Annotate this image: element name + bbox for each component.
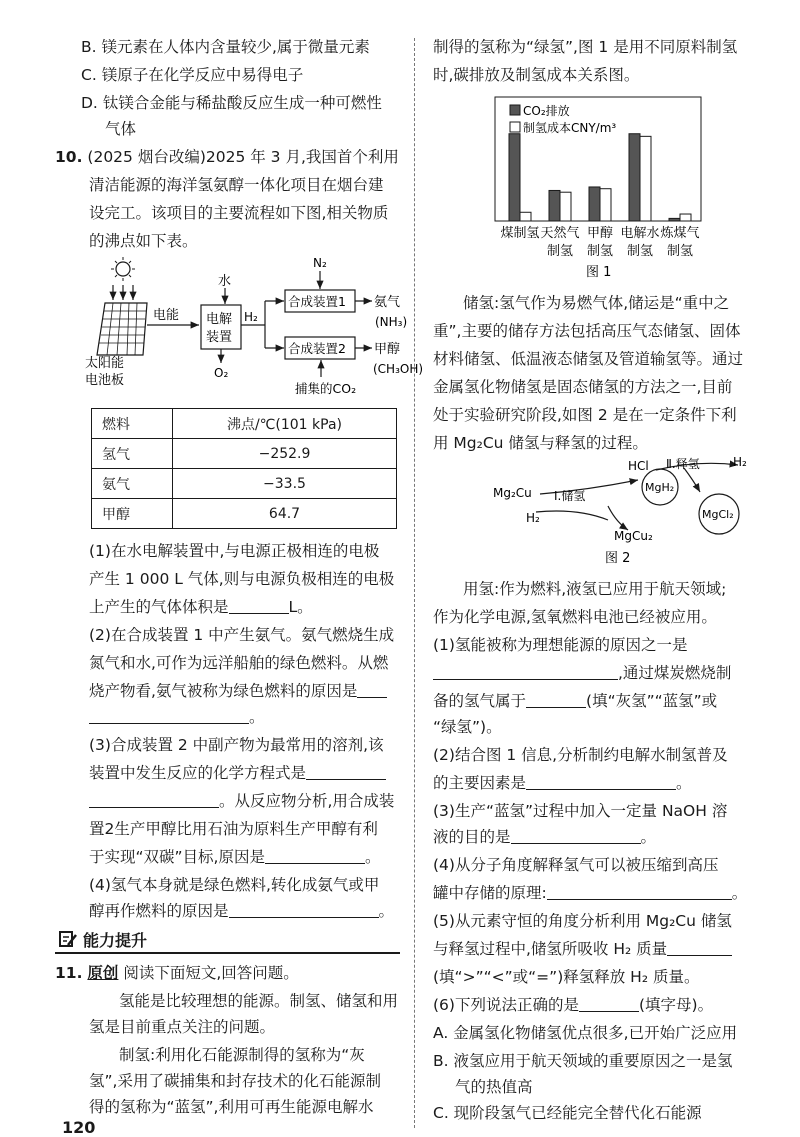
section-title: 能力提升 xyxy=(83,931,148,950)
q11-3-line-1: (3)生产“蓝氢”过程中加入一定量 NaOH 溶 xyxy=(433,802,728,820)
table-header: 沸点/℃(101 kPa) xyxy=(173,409,397,439)
table-cell: 氢气 xyxy=(92,439,173,469)
x-tick-label: 甲醇 xyxy=(586,226,614,241)
table-cell: −33.5 xyxy=(173,469,397,499)
methanol-formula: (CH₃OH) xyxy=(373,362,424,376)
q10-line-1: 10. (2025 烟台改编)2025 年 3 月,我国首个利用 xyxy=(55,148,399,166)
q11-3-line-2: 液的目的是 。 xyxy=(433,828,657,846)
solar-panel-icon xyxy=(97,303,147,355)
answer-blank[interactable] xyxy=(229,901,379,918)
bar-cost-3 xyxy=(600,189,611,221)
q11-2-line-2: 的主要因素是 。 xyxy=(433,774,692,792)
column-divider xyxy=(414,38,415,1128)
q11-line-4: 制氢:利用化石能源制得的氢称为“灰 xyxy=(119,1046,365,1064)
sunlight-arrows xyxy=(113,285,133,300)
table-row xyxy=(92,439,397,469)
figure-1-caption: 图 1 xyxy=(586,265,612,280)
ammonia-formula: (NH₃) xyxy=(375,315,408,329)
q10-1-line-1: (1)在水电解装置中,与电源正极相连的电极 xyxy=(89,542,380,560)
device-label: 装置 xyxy=(206,330,233,345)
ammonia-label: 氨气 xyxy=(374,295,401,310)
q10-4-line-1: (4)氢气本身就是绿色燃料,转化成氨气或甲 xyxy=(89,876,380,894)
answer-blank[interactable] xyxy=(511,827,641,844)
q10-2-line-4: 。 xyxy=(89,706,265,728)
q10-3-line-1: (3)合成装置 2 中副产物为最常用的溶剂,该 xyxy=(89,736,384,754)
figure-2-diagram xyxy=(488,450,748,570)
q10-line-3: 设完工。该项目的主要流程如下图,相关物质 xyxy=(89,204,389,222)
option-b-line-1: B. 液氢应用于航天领域的重要原因之一是氢 xyxy=(433,1052,733,1070)
x-tick-label: 制氢 xyxy=(666,244,694,259)
q10-1-line-2: 产生 1 000 L 气体,则与电源负极相连的电极 xyxy=(89,570,395,588)
q11-4-line-2: 罐中存储的原理: 。 xyxy=(433,884,748,902)
option-d-continued: 气体 xyxy=(105,120,137,138)
answer-blank[interactable] xyxy=(357,681,387,698)
r-line-2: 时,碳排放及制氢成本关系图。 xyxy=(433,66,640,84)
figure-1-chart xyxy=(488,92,738,282)
process-flow-diagram xyxy=(85,255,424,400)
storage-line-3: 材料储氢、低温液态储氢及管道输氢等。通过 xyxy=(433,350,744,368)
answer-blank[interactable] xyxy=(265,847,365,864)
table-row xyxy=(92,499,397,529)
q11-line-6: 得的氢称为“蓝氢”,利用可再生能源电解水 xyxy=(89,1098,374,1116)
panel-label-1: 太阳能 xyxy=(85,356,125,371)
x-tick-label: 天然气 xyxy=(540,226,580,241)
synth2-label: 合成装置2 xyxy=(288,341,346,356)
hcl-label: HCl xyxy=(628,459,649,473)
bar-cost-1 xyxy=(520,212,531,221)
x-tick-label: 制氢 xyxy=(626,244,654,259)
bar-co2-4 xyxy=(629,134,640,221)
boiling-point-table xyxy=(91,408,397,529)
mgcu2-arrow xyxy=(608,506,628,530)
answer-blank[interactable] xyxy=(526,691,586,708)
q10-3-line-4: 置2生产甲醇比用石油为原料生产甲醇有利 xyxy=(89,820,378,838)
storage-line-6: 用 Mg₂Cu 储氢与释氢的过程。 xyxy=(433,434,648,452)
answer-blank[interactable] xyxy=(433,663,618,680)
co2-label: 捕集的CO₂ xyxy=(295,381,357,396)
option-c: C. 镁原子在化学反应中易得电子 xyxy=(81,66,304,84)
electric-label: 电能 xyxy=(153,308,180,323)
q11-1-line-1: (1)氢能被称为理想能源的原因之一是 xyxy=(433,636,688,654)
usage-line-1: 用氢:作为燃料,液氢已应用于航天领域; xyxy=(463,580,727,598)
o2-label: O₂ xyxy=(214,366,229,380)
step2-label: Ⅱ.释氢 xyxy=(666,457,700,471)
mgh2-label: MgH₂ xyxy=(645,481,675,494)
table-cell: −252.9 xyxy=(173,439,397,469)
answer-blank[interactable] xyxy=(229,597,289,614)
option-b: B. 镁元素在人体内含量较少,属于微量元素 xyxy=(81,38,370,56)
q11-5-line-3: (填“>”“<”或“=”)释氢释放 H₂ 质量。 xyxy=(433,968,700,986)
q11-5-line-2: 与释氢过程中,储氢所吸收 H₂ 质量 xyxy=(433,938,732,960)
h2-in-label: H₂ xyxy=(526,511,540,525)
q11-1-line-2: ,通过煤炭燃烧制 xyxy=(433,662,731,684)
answer-blank[interactable] xyxy=(579,995,639,1012)
synth1-label: 合成装置1 xyxy=(288,294,346,309)
h2-out-label: H₂ xyxy=(733,455,747,469)
q10-3-line-5: 于实现“双碳”目标,原因是 。 xyxy=(89,848,381,866)
bar-cost-4 xyxy=(640,136,651,221)
section-header xyxy=(55,926,400,954)
bar-co2-1 xyxy=(509,134,520,221)
bar-co2-2 xyxy=(549,190,560,221)
legend-swatch-cost xyxy=(510,122,520,132)
legend-co2: CO₂排放 xyxy=(523,104,570,118)
legend-cost: 制氢成本CNY/m³ xyxy=(523,121,617,135)
answer-blank[interactable] xyxy=(547,883,732,900)
original-tag: 原创 xyxy=(87,964,119,982)
h2-label: H₂ xyxy=(244,310,258,324)
q10-3-line-2: 装置中发生反应的化学方程式是 xyxy=(89,762,386,784)
answer-blank[interactable] xyxy=(89,707,249,724)
h2-input-curve xyxy=(536,511,608,520)
q10-line-2: 清洁能源的海洋氢氨醇一体化项目在烟台建 xyxy=(89,176,384,194)
x-tick-label: 电解水 xyxy=(620,226,660,241)
mgcu2-label: MgCu₂ xyxy=(614,529,653,543)
q11-5-line-1: (5)从元素守恒的角度分析利用 Mg₂Cu 储氢 xyxy=(433,912,732,930)
x-tick-label: 炼煤气 xyxy=(660,226,700,241)
storage-line-5: 处于实验研究阶段,如图 2 是在一定条件下利 xyxy=(433,406,737,424)
q11-line-1: 11. 原创 阅读下面短文,回答问题。 xyxy=(55,964,299,982)
bar-co2-5 xyxy=(669,218,680,221)
q10-2-line-2: 氮气和水,可作为远洋船舶的绿色燃料。从燃 xyxy=(89,654,389,672)
q11-4-line-1: (4)从分子角度解释氢气可以被压缩到高压 xyxy=(433,856,719,874)
option-d: D. 钛镁合金能与稀盐酸反应生成一种可燃性 xyxy=(81,94,382,112)
q11-2-line-1: (2)结合图 1 信息,分析制约电解水制氢普及 xyxy=(433,746,728,764)
option-a: A. 金属氢化物储氢优点很多,已开始广泛应用 xyxy=(433,1024,738,1042)
mgcl2-label: MgCl₂ xyxy=(702,508,734,521)
q11-line-3: 氢是目前重点关注的问题。 xyxy=(89,1018,276,1036)
sun-icon xyxy=(111,257,135,281)
legend-swatch-co2 xyxy=(510,105,520,115)
usage-line-2: 作为化学电源,氢氧燃料电池已经被应用。 xyxy=(433,608,717,626)
page-number: 120 xyxy=(62,1118,96,1137)
electrolysis-label: 电解 xyxy=(206,312,233,327)
table-header: 燃料 xyxy=(92,409,173,439)
mg2cu-label: Mg₂Cu xyxy=(493,486,532,500)
bar-cost-2 xyxy=(560,192,571,221)
storage-line-1: 储氢:氢气作为易燃气体,储运是“重中之 xyxy=(463,294,730,312)
q10-line-4: 的沸点如下表。 xyxy=(89,232,198,250)
x-tick-label: 制氢 xyxy=(586,244,614,259)
bar-cost-5 xyxy=(680,214,691,221)
table-cell: 氨气 xyxy=(92,469,173,499)
methanol-label: 甲醇 xyxy=(374,342,401,357)
table-row xyxy=(92,469,397,499)
table-cell: 甲醇 xyxy=(92,499,173,529)
step1-label: Ⅰ.储氢 xyxy=(554,489,586,503)
bar-co2-3 xyxy=(589,187,600,221)
answer-blank[interactable] xyxy=(667,939,732,956)
r-line-1: 制得的氢称为“绿氢”,图 1 是用不同原料制氢 xyxy=(433,38,738,56)
q10-2-line-3: 烧产物看,氨气被称为绿色燃料的原因是 xyxy=(89,680,387,702)
table-cell: 64.7 xyxy=(173,499,397,529)
water-label: 水 xyxy=(218,274,232,289)
q11-6-line-1: (6)下列说法正确的是 (填字母)。 xyxy=(433,996,714,1014)
storage-line-4: 金属氢化物储氢是固态储氢的方法之一,目前 xyxy=(433,378,733,396)
q10-4-line-2: 醇再作燃料的原因是 。 xyxy=(89,902,395,920)
option-b-line-2: 气的热值高 xyxy=(455,1078,533,1096)
answer-blank[interactable] xyxy=(89,791,219,808)
panel-label-2: 电池板 xyxy=(85,373,125,388)
pencil-note-icon xyxy=(59,930,77,948)
x-tick-label: 制氢 xyxy=(546,244,574,259)
q11-1-line-3: 备的氢气属于 (填“灰氢”“蓝氢”或 xyxy=(433,692,718,710)
q11-line-5: 氢”,采用了碳捕集和封存技术的化石能源制 xyxy=(89,1072,381,1090)
x-tick-label: 煤制氢 xyxy=(500,226,540,241)
answer-blank[interactable] xyxy=(306,763,386,780)
q10-1-line-3: 上产生的气体体积是 L。 xyxy=(89,598,313,616)
q11-line-2: 氢能是比较理想的能源。制氢、储氢和用 xyxy=(119,992,399,1010)
answer-blank[interactable] xyxy=(526,773,676,790)
figure-2-caption: 图 2 xyxy=(605,551,631,566)
q10-3-line-3: 。从反应物分析,用合成装 xyxy=(89,790,394,812)
table-header-row xyxy=(92,409,397,439)
option-c: C. 现阶段氢气已经能完全替代化石能源 xyxy=(433,1104,702,1122)
q11-1-line-4: “绿氢”)。 xyxy=(433,718,502,736)
q10-2-line-1: (2)在合成装置 1 中产生氨气。氨气燃烧生成 xyxy=(89,626,395,644)
storage-line-2: 重”,主要的储存方法包括高压气态储氢、固体 xyxy=(433,322,741,340)
n2-label: N₂ xyxy=(313,256,327,270)
